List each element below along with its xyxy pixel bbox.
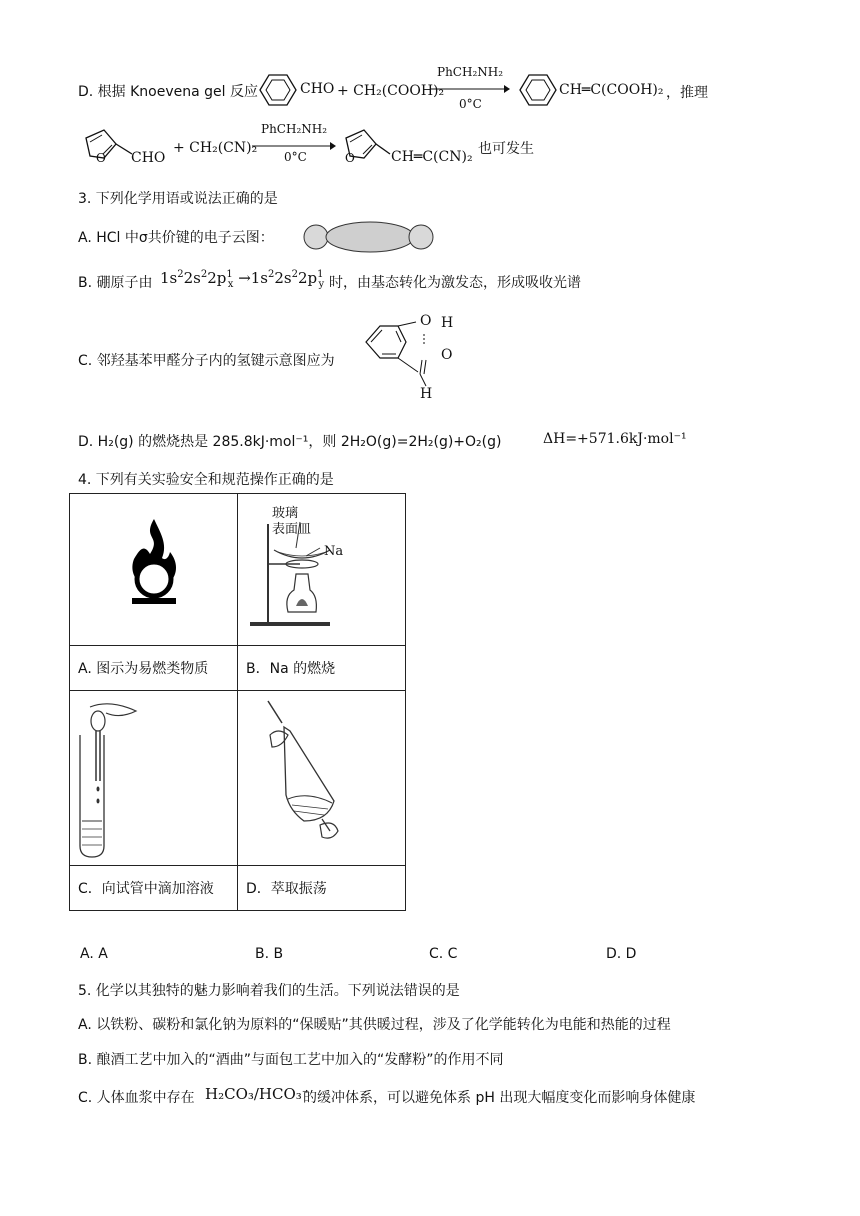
benzene-ring-icon [512, 70, 562, 110]
q5-stem: 5. 化学以其独特的魅力影响着我们的生活。下列说法错误的是 [78, 983, 460, 999]
sodium-burning-apparatus-icon [238, 494, 397, 641]
structure-h-aldehyde: H [420, 386, 433, 402]
q3-option-a: A. HCl 中σ共价键的电子云图： [78, 230, 274, 246]
q4-answer-a: A. A [80, 946, 108, 962]
q5-option-c-prefix: C. 人体血浆中存在 [78, 1090, 195, 1106]
q4-answer-d: D. D [606, 946, 637, 962]
q2-cho-group: CHO [300, 81, 335, 97]
q2-suffix-1: ，推理 [666, 85, 708, 101]
q3-option-d: D. H₂(g) 的燃烧热是 285.8kJ·mol⁻¹，则 2H₂O(g)=2H₂(g)+O₂(g) [78, 434, 502, 450]
structure-o-hydroxyl: O [420, 313, 432, 329]
furan-oxygen-label: O [96, 151, 106, 165]
q4-stem: 4. 下列有关实验安全和规范操作正确的是 [78, 472, 334, 488]
q3-option-b-prefix: B. 硼原子由 [78, 275, 153, 291]
q3-option-c: C. 邻羟基苯甲醛分子内的氢键示意图应为 [78, 353, 335, 369]
q2-plus-malononitrile: + CH₂(CN)₂ [173, 140, 258, 156]
label-glass: 玻璃 [272, 506, 299, 521]
q4-image-a [70, 494, 238, 646]
q5-option-a: A. 以铁粉、碳粉和氯化钠为原料的“保暖贴”其供暖过程，涉及了化学能转化为电能和热能的过程 [78, 1017, 671, 1033]
q2-reaction-condition-top: PhCH₂NH₂ [437, 65, 504, 79]
q4-answer-c: C. C [429, 946, 458, 962]
separatory-funnel-shaking-icon [238, 691, 397, 861]
benzene-ring-icon [252, 70, 302, 110]
q2-suffix-2: 也可发生 [478, 141, 534, 157]
q3-option-b-suffix: 时，由基态转化为激发态，形成吸收光谱 [329, 275, 581, 291]
q3-stem: 3. 下列化学用语或说法正确的是 [78, 191, 278, 207]
q5-buffer-formula: H₂CO₃/HCO₃⁻ [205, 1085, 310, 1103]
q2-cho-group-2: CHO [131, 150, 166, 166]
structure-h-hydroxyl: H [441, 315, 454, 331]
oxidizer-hazard-icon [70, 494, 229, 641]
q5-option-c-suffix: 的缓冲体系，可以避免体系 pH 出现大幅度变化而影响身体健康 [303, 1090, 696, 1106]
structure-o-carbonyl: O [441, 347, 453, 363]
furan-oxygen-label-2: O [345, 151, 355, 165]
q4-caption-d: D．萃取振荡 [238, 866, 406, 911]
label-watch-glass: 表面皿 [272, 522, 312, 537]
q2-product-1: CH═C(COOH)₂ [559, 82, 664, 98]
q2-product-2: CH═C(CN)₂ [391, 149, 473, 165]
label-na: Na [324, 544, 344, 559]
q4-option-table [69, 493, 406, 911]
q2-reaction-condition-bottom-2: 0°C [284, 150, 307, 164]
dropper-test-tube-icon [70, 691, 229, 861]
q4-caption-a: A. 图示为易燃类物质 [70, 646, 238, 691]
furan-ring-icon [76, 124, 136, 170]
reaction-arrow-icon [430, 84, 510, 94]
q5-option-b: B. 酿酒工艺中加入的“酒曲”与面包工艺中加入的“发酵粉”的作用不同 [78, 1052, 504, 1068]
q2-reaction-condition-top-2: PhCH₂NH₂ [261, 122, 328, 136]
q4-image-b [238, 494, 406, 646]
q4-caption-b: B．Na 的燃烧 [238, 646, 406, 691]
sigma-bond-electron-cloud-icon [300, 220, 440, 254]
q2-plus-malonic: + CH₂(COOH)₂ [337, 83, 445, 99]
q4-image-c [70, 691, 238, 866]
q4-image-d [238, 691, 406, 866]
q4-answer-b: B. B [255, 946, 284, 962]
q4-caption-c: C．向试管中滴加溶液 [70, 866, 238, 911]
q3-option-d-enthalpy: ΔH=+571.6kJ·mol⁻¹ [543, 431, 687, 447]
q2-option-d-prefix: D. 根据 Knoevena gel 反应 [78, 84, 259, 100]
q2-reaction-condition-bottom: 0°C [459, 97, 482, 111]
boron-electron-config: $1s^22s^22p^1_x \to 1s^22s^22p^1_y$ [160, 269, 325, 290]
